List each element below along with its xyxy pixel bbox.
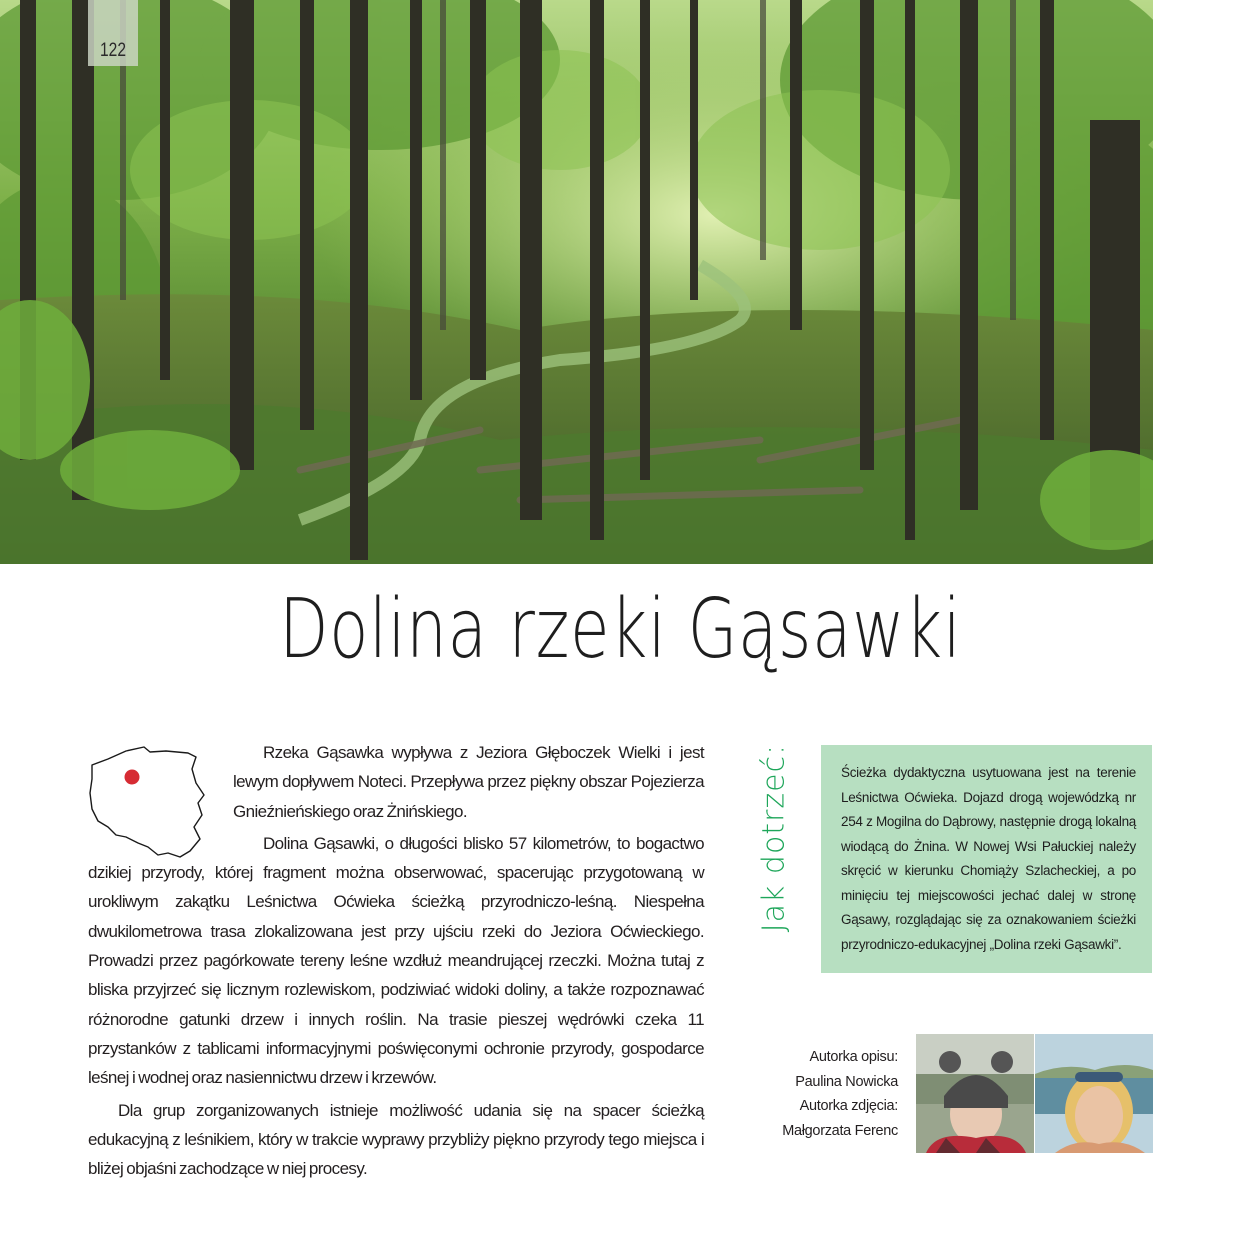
page-number: 122 [99,40,126,61]
directions-text: Ścieżka dydaktyczna usytuowana jest na terenie Leśnictwa Oćwieka. Dojazd drogą wojewódzką nr 254 z Mogilna do Dąbrowy, następnie drogą lokalną wiodącą do Żnina. W Nowej Wsi Pałuckiej należy skręcić w kierunku Chomiąży Szlacheckiej, a po minięciu tej miejscowości jechać dalej w stronę Gąsawy, rozglądając się za oznakowaniem ścieżki przyrodniczo-edukacyjnej „Dolina rzeki Gąsawki”. [841,765,1136,952]
paragraph: Dla grup zorganizowanych istnieje możliwość udania się na spacer ścieżką edukacyjną z leśnikiem, który w trakcie wyprawy przybliży piękno przyrody tego miejsca i bliżej objaśni zachodzące w niej procesy. [88,1100,704,1179]
how-to-get-there-label [752,743,796,933]
hero-forest-photo [0,0,1153,564]
description-author-label: Autorka opisu: [809,1049,898,1065]
how-to-get-there-label-text: Jak dotrzeć: [756,743,792,933]
page-title: Dolina rzeki Gąsawki [279,582,962,677]
photo-author-name: Małgorzata Ferenc [782,1122,898,1139]
credits [760,1045,898,1143]
paragraph: Dolina Gąsawki, o długości blisko 57 kilometrów, to bogactwo dzikiej przyrody, której fragment można obserwować, spacerując przygotowaną w urokliwym zakątku Leśnictwa Oćwieka ścieżką przyrodniczo-leśną. Niespełna dwukilometrowa trasa zlokalizowana jest przy ujściu rzeki do Jeziora Oćwieckiego. Prowadzi przez pagórkowate tereny leśne wzdłuż meandrującej rzeczki. Można tutaj z bliska przyjrzeć się licznym rozlewiskom, podziwiać widoki doliny, a także rozpoznawać różnorodne gatunki drzew i innych roślin. Na trasie pieszej wędrówki czeka 11 przystanków z tablicami informacyjnymi poświęconymi ochronie przyrody, gospodarce leśnej i wodnej oraz nasiennictwu drzew i krzewów. [88,833,704,1088]
forest-photo [0,0,1153,564]
page-number-tab [88,0,138,66]
article-body [88,738,704,1186]
photo-author-label: Autorka zdjęcia: [799,1098,898,1114]
author-portrait-photo [916,1034,1034,1153]
paragraph: Rzeka Gąsawka wypływa z Jeziora Głęboczek Wielki i jest lewym dopływem Noteci. Przepływa przez piękny obszar Pojezierza Gnieźnieńskiego oraz Żnińskiego. [233,743,704,821]
photographer-portrait-photo [1035,1034,1153,1153]
description-author-name: Paulina Nowicka [795,1073,898,1090]
directions-box [821,745,1152,973]
